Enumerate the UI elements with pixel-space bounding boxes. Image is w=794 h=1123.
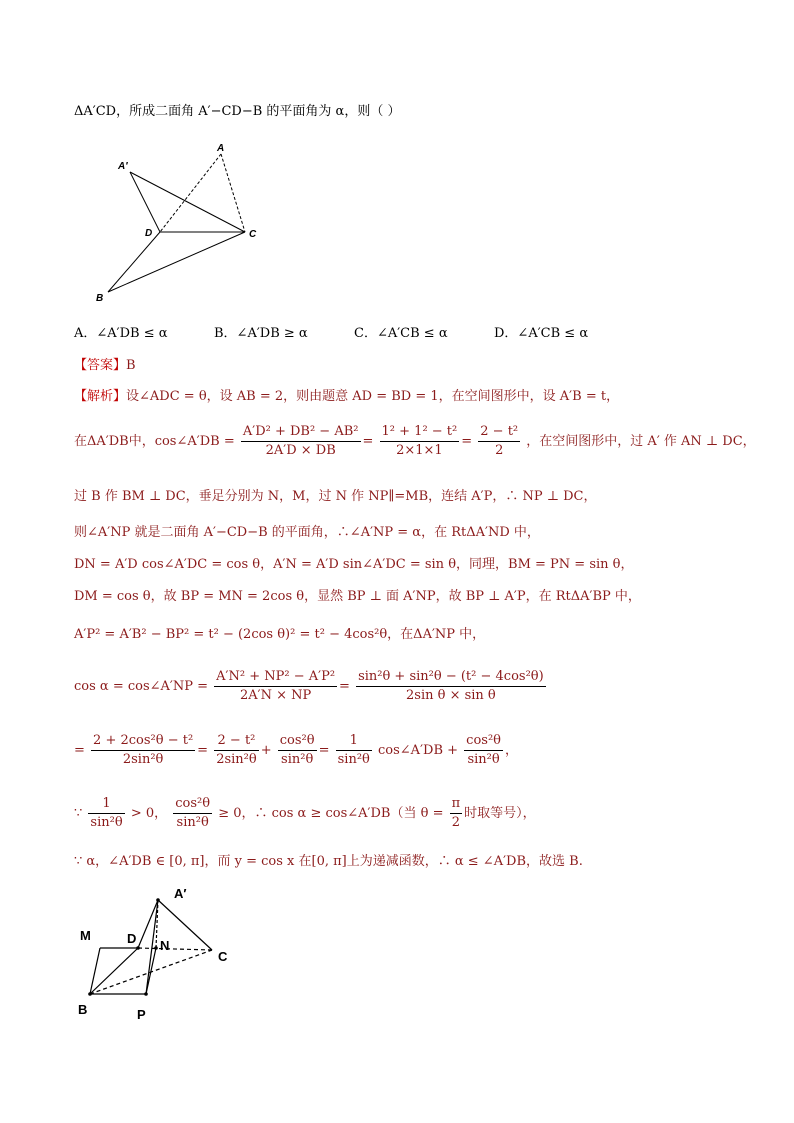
- fraction-pi-half: $\frac{\pi}{2}$: [451, 796, 461, 830]
- edge-b-c: [108, 232, 245, 292]
- analysis-tag: 【解析】: [74, 389, 127, 404]
- edge-a-prime-c: [130, 172, 245, 232]
- answer-tag: 【答案】: [74, 358, 127, 373]
- edge-a-c-dashed: [221, 154, 245, 232]
- label-m: M: [80, 928, 91, 943]
- label-a-prime: A′: [118, 161, 128, 172]
- option-d[interactable]: D．∠A′CB ≤ α: [494, 326, 589, 341]
- analysis-line-4: 则∠A′NP 就是二面角 A′−CD−B 的平面角，∴∠A′NP = α，在 RtΔA′ND 中，: [74, 525, 540, 540]
- edge-b-d: [90, 948, 138, 994]
- fraction-step-4: $\frac{1}{\text{sin²θ}}$: [337, 733, 370, 767]
- options-row: [74, 325, 634, 343]
- option-b[interactable]: B．∠A′DB ≥ α: [214, 326, 308, 341]
- label-d: D: [127, 931, 137, 946]
- label-a-prime: A′: [174, 886, 187, 901]
- fraction-cos-alpha-2: $\frac{\text{sin²θ + sin²θ − (t² − 4cos²θ)}}{\text{2sin θ × sin θ}}$: [358, 669, 544, 703]
- analysis-line-3: 过 B 作 BM ⊥ DC，垂足分别为 N，M，过 N 作 NP∥=MB，连结 A′P，∴ NP ⊥ DC，: [74, 489, 597, 504]
- figure-spatial-construction: [74, 878, 274, 1028]
- option-a[interactable]: A．∠A′DB ≤ α: [74, 326, 168, 341]
- fraction-cos-law-2: $\frac{\text{1² + 1² − t²}}{2\times 1\times 1}$: [381, 424, 458, 458]
- analysis-line-6: DM = cos θ，故 BP = MN = 2cos θ，显然 BP ⊥ 面 A′NP，故 BP ⊥ A′P，在 RtΔA′BP 中，: [74, 589, 641, 604]
- fraction-cos-law-3: $\frac{\text{2 − t²}}{2}$: [480, 424, 519, 458]
- option-c[interactable]: C．∠A′CB ≤ α: [354, 326, 448, 341]
- answer-line: [74, 357, 136, 375]
- label-c: C: [249, 229, 257, 240]
- fraction-step-5: $\frac{\text{cos²θ}}{\text{sin²θ}}$: [466, 733, 501, 767]
- edge-d-c-dashed: [138, 948, 212, 950]
- label-b: B: [78, 1002, 88, 1017]
- analysis-line-9: = $\frac{\text{2 + 2cos²θ − t²}}{\text{2sin²θ}}$ = $\frac{\text{2 − t²}}{\text{2sin²θ}}$ + $\frac{\text{cos²θ}}{\text{sin²θ}}$ = $\frac{1}{\text{sin²θ}}$ cos∠A′DB + $\frac{\text{cos²θ}}{\text{sin²θ}}$ ，: [74, 733, 519, 767]
- fraction-cos-alpha-1: $\frac{\text{A′N² + NP² − A′P²}}{2A'N \times NP}$: [216, 669, 336, 703]
- fraction-positive-1: $\frac{1}{\text{sin²θ}}$: [90, 796, 123, 830]
- analysis-line-7: A′P² = A′B² − BP² = t² − (2cos θ)² = t² − 4cos²θ，在ΔA′NP 中，: [74, 627, 486, 642]
- edge-m-b: [90, 948, 100, 994]
- label-p: P: [137, 1007, 146, 1022]
- analysis-line-5: DN = A′D cos∠A′DC = cos θ，A′N = A′D sin∠A′DC = sin θ，同理，BM = PN = sin θ，: [74, 557, 634, 572]
- question-intro: ΔA′CD，所成二面角 A′−CD−B 的平面角为 α，则（ ）: [74, 104, 401, 119]
- label-c: C: [218, 949, 228, 964]
- answer-value: B: [126, 358, 136, 373]
- analysis-line-11: ∵ α，∠A′DB ∈ [0, π]，而 y = cos x 在[0, π]上为递减函数，∴ α ≤ ∠A′DB，故选 B.: [74, 854, 583, 869]
- analysis-line-10: ∵ $\frac{1}{\text{sin²θ}}$ > 0， $\frac{\text{cos²θ}}{\text{sin²θ}}$ ≥ 0，∴ cos α ≥ cos∠A′DB（当 θ = $\frac{\pi}{2}$ 时取等号），: [74, 796, 536, 830]
- label-d: D: [145, 228, 153, 239]
- analysis-line-1: 【解析】设∠ADC = θ，设 AB = 2，则由题意 AD = BD = 1，在空间图形中，设 A′B = t，: [74, 389, 620, 404]
- label-a: A: [217, 143, 225, 154]
- fraction-step-3: $\frac{\text{cos²θ}}{\text{sin²θ}}$: [279, 733, 315, 767]
- label-n: N: [160, 938, 170, 953]
- fraction-step-1: $\frac{\text{2 + 2cos²θ − t²}}{\text{2sin²θ}}$: [93, 733, 194, 767]
- label-b: B: [96, 293, 104, 304]
- fraction-positive-2: $\frac{\text{cos²θ}}{\text{sin²θ}}$: [175, 796, 211, 830]
- edge-a-prime-d: [130, 172, 160, 232]
- analysis-line-2: 在ΔA′DB中，cos∠A′DB = $\frac{\text{A′D² + DB² − AB²}}{2A'D \times DB}$ = $\frac{\text{1² + 1² − t²}}{2\times 1\times 1}$ = $\frac{\text{2 − t²}}{2}$ ，在空间图形中，过 A′ 作 AN ⊥ DC，: [74, 424, 756, 458]
- fraction-cos-law-1: $\frac{\text{A′D² + DB² − AB²}}{2A'D \times DB}$: [242, 424, 359, 458]
- analysis-line-8: cos α = cos∠A′NP = $\frac{\text{A′N² + NP² − A′P²}}{2A'N \times NP}$ = $\frac{\text{sin²θ + sin²θ − (t² − 4cos²θ)}}{\text{2sin θ × sin θ}}$: [74, 669, 544, 703]
- figure-folded-triangle: [90, 140, 290, 310]
- edge-b-d: [108, 232, 160, 292]
- edge-a-d-dashed: [160, 154, 221, 232]
- fraction-step-2: $\frac{\text{2 − t²}}{\text{2sin²θ}}$: [216, 733, 257, 767]
